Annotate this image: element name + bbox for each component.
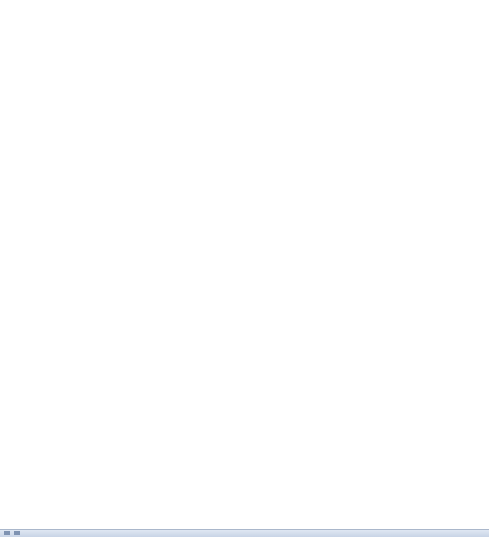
taskbar <box>0 529 489 537</box>
start-icon[interactable] <box>4 531 10 535</box>
app-icon[interactable] <box>14 531 20 535</box>
